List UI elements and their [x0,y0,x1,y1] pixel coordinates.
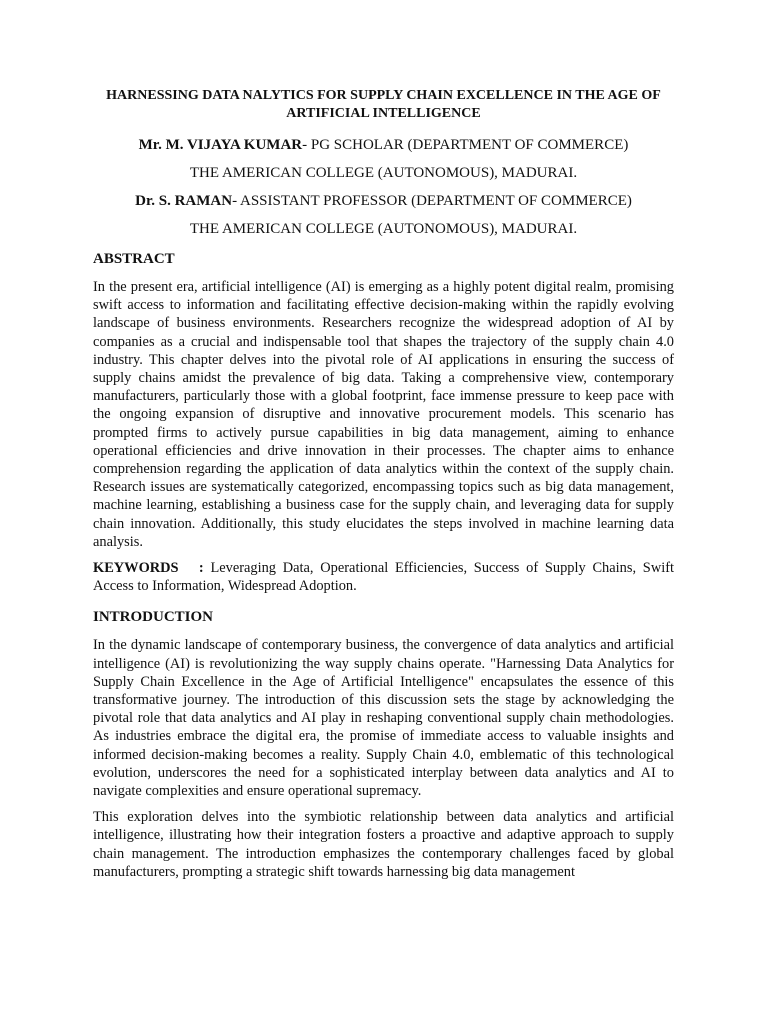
keywords-text: Leveraging Data, Operational Efficiencies, Success of Supply Chains, Swift Access to Information, Widespread Adoption. [93,560,674,595]
author-2-affiliation: THE AMERICAN COLLEGE (AUTONOMOUS), MADURAI. [189,221,578,237]
keywords-label: KEYWORDS [93,560,179,577]
abstract-heading: ABSTRACT [93,251,175,267]
abstract-text: In the present era, artificial intelligence (AI) is emerging as a highly potent digital realm, promising swift access to information and facilitating effective decision-making within the rapidly evolving landscape of business environments. Researchers recognize the widespread adoption of AI by companies as a crucial and indispensable tool that shapes the trajectory of the supply chain 4.0 industry. This chapter delves into the pivotal role of AI applications in ensuring the success of supply chains amidst the prevalence of big data. Taking a comprehensive view, contemporary manufacturers, particularly those with a global footprint, face immense pressure to keep pace with the ongoing expansion of disruptive and innovative procurement models. This scenario has prompted firms to actively pursue capabilities in big data management, aiming to enhance operational efficiencies and drive innovation in their processes. The chapter aims to enhance comprehension regarding the application of data analytics within the context of the supply chain. Research issues are systematically categorized, encompassing topics such as big data management, machine learning, establishing a business case for the supply chain, and leveraging data for supply chain innovation. Additionally, this study elucidates the steps involved in machine learning data analysis. [93,279,674,550]
author-2-role: - ASSISTANT PROFESSOR (DEPARTMENT OF COMMERCE) [232,193,632,209]
introduction-paragraph-1: In the dynamic landscape of contemporary business, the convergence of data analytics and artificial intelligence (AI) is revolutionizing the way supply chains operate. "Harnessing Data Analytics for Supply Chain Excellence in the Age of Artificial Intelligence" encapsulates the essence of this transformative journey. The introduction of this discussion sets the stage by acknowledging the pivotal role that data analytics and AI play in reshaping conventional supply chain methodologies. As industries embrace the digital era, the promise of immediate access to valuable insights and informed decision-making becomes a reality. Supply Chain 4.0, emblematic of this technological evolution, underscores the need for a sophisticated interplay between data analytics and AI to navigate complexities and ensure operational supremacy. [93,637,674,800]
keywords-paragraph [93,559,674,595]
document-page [93,87,674,889]
paper-title: HARNESSING DATA NALYTICS FOR SUPPLY CHAIN EXCELLENCE IN THE AGE OF ARTIFICIAL INTELLIGENCE [106,88,661,121]
introduction-heading: INTRODUCTION [93,609,214,626]
author-1-role: - PG SCHOLAR (DEPARTMENT OF COMMERCE) [302,137,629,153]
introduction-paragraph-2: This exploration delves into the symbiotic relationship between data analytics and artificial intelligence, illustrating how their integration fosters a proactive and adaptive approach to supply chain management. The introduction emphasizes the contemporary challenges faced by global manufacturers, prompting a strategic shift towards harnessing big data management [93,809,674,880]
author-1-name: Mr. M. VIJAYA KUMAR [138,137,303,153]
keywords-separator: : [178,560,211,577]
author-2-line [93,192,674,210]
author-1-affiliation: THE AMERICAN COLLEGE (AUTONOMOUS), MADURAI. [189,165,578,181]
author-2-name: Dr. S. RAMAN [135,193,233,209]
author-1-line [93,136,674,154]
